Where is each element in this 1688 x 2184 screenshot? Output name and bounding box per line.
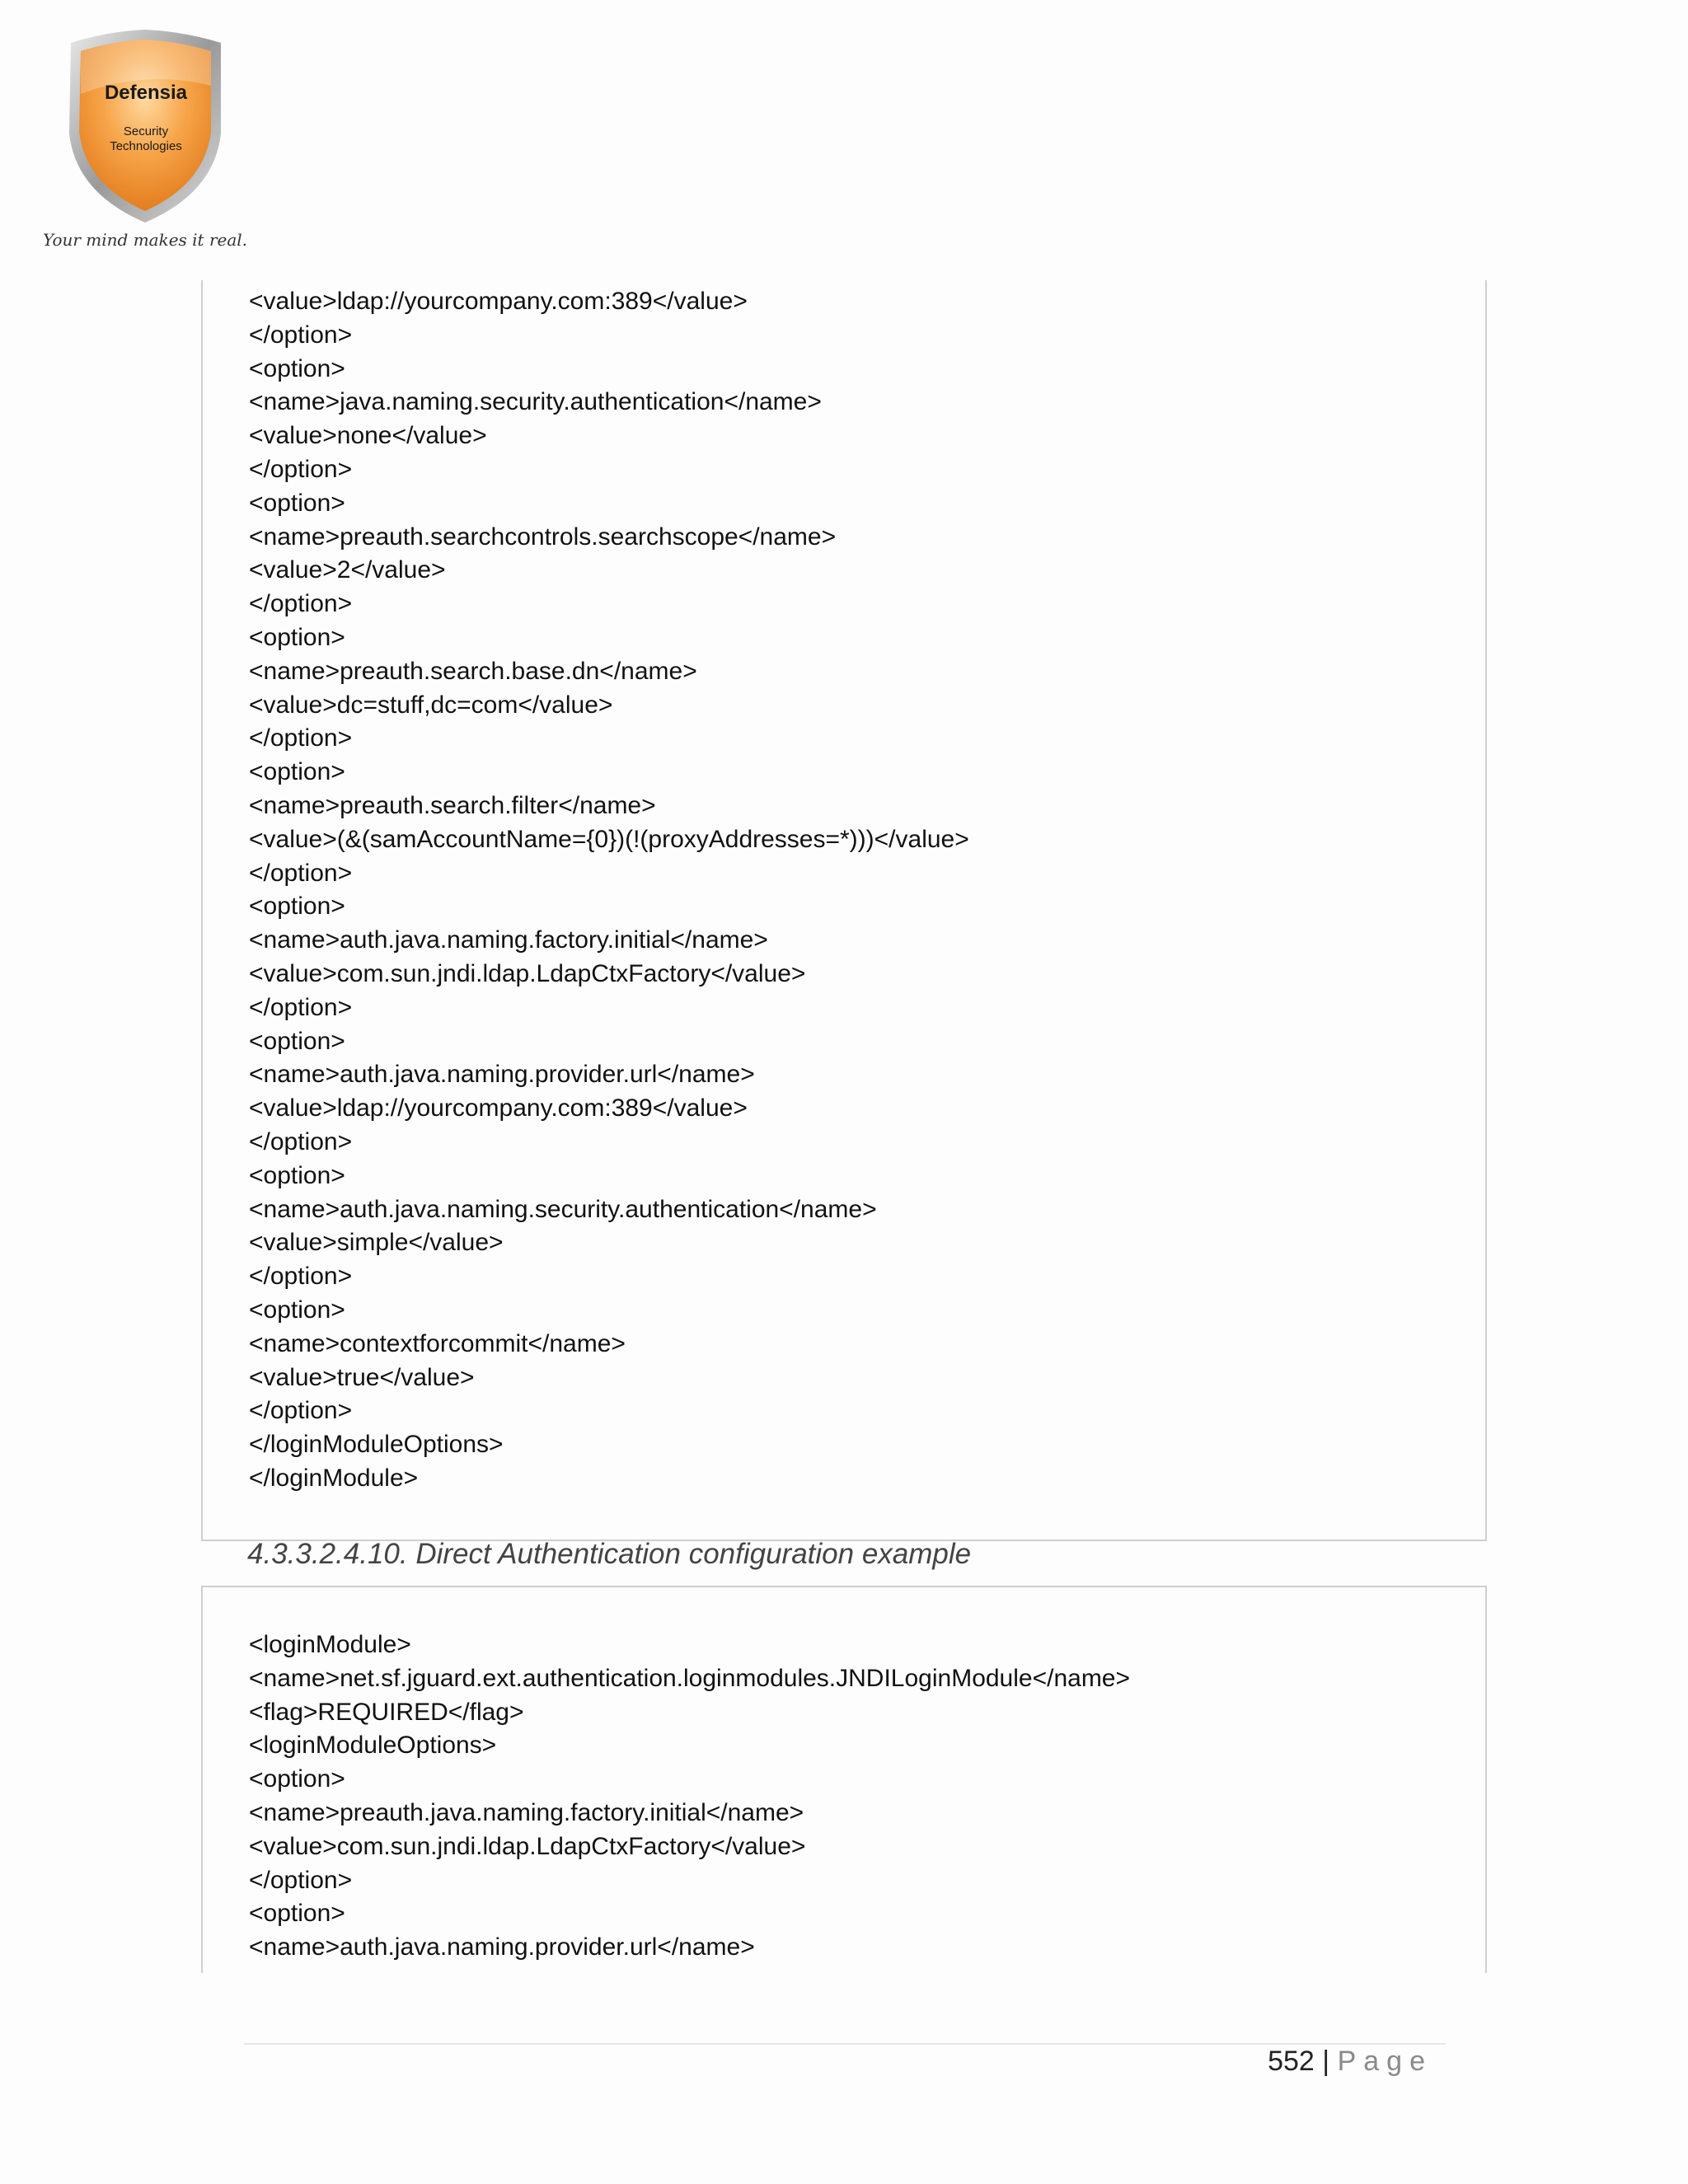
- code-line: <flag>REQUIRED</flag>: [249, 1698, 524, 1726]
- code-line: </option>: [249, 455, 353, 483]
- code-line: <value>com.sun.jndi.ldap.LdapCtxFactory</value>: [249, 1832, 806, 1860]
- code-line: </option>: [249, 993, 353, 1021]
- code-line: <option>: [249, 758, 345, 786]
- code-line: <value>dc=stuff,dc=com</value>: [249, 691, 613, 719]
- code-line: <loginModuleOptions>: [249, 1732, 497, 1760]
- code-line: <name>java.naming.security.authentication</name>: [249, 388, 822, 416]
- footer-divider: [244, 2043, 1446, 2045]
- code-line: </loginModule>: [249, 1464, 419, 1492]
- code-line: <value>ldap://yourcompany.com:389</value>: [249, 288, 748, 315]
- code-line: <name>preauth.java.naming.factory.initial</name>: [249, 1798, 804, 1826]
- code-line: <name>auth.java.naming.provider.url</name>: [249, 1933, 755, 1961]
- page-footer: [1268, 2046, 1432, 2078]
- code-line: </option>: [249, 321, 353, 349]
- company-logo: [42, 28, 248, 259]
- code-line: <name>contextforcommit</name>: [249, 1329, 626, 1357]
- code-line: <option>: [249, 1296, 345, 1324]
- code-block-1: [201, 280, 1487, 1541]
- code-line: </option>: [249, 859, 353, 887]
- code-line: <option>: [249, 893, 345, 921]
- code-block-2: [201, 1586, 1487, 1973]
- code-line: <option>: [249, 1027, 345, 1055]
- code-line: </option>: [249, 1397, 353, 1425]
- code-line: <name>preauth.search.base.dn</name>: [249, 657, 697, 685]
- code-line: <option>: [249, 1161, 345, 1189]
- code-line: </option>: [249, 590, 353, 618]
- code-line: <value>2</value>: [249, 556, 446, 584]
- code-line: <option>: [249, 623, 345, 651]
- shield-icon: [42, 28, 248, 259]
- page-separator: |: [1322, 2046, 1330, 2077]
- code-line: <name>net.sf.jguard.ext.authentication.loginmodules.JNDILoginModule</name>: [249, 1664, 1131, 1692]
- code-line: <value>ldap://yourcompany.com:389</value>: [249, 1094, 748, 1122]
- code-line: <option>: [249, 489, 345, 517]
- code-line: </option>: [249, 1263, 353, 1291]
- code-line: </option>: [249, 1866, 353, 1894]
- code-lines-1: [249, 285, 969, 1496]
- code-lines-2: [249, 1629, 1130, 1965]
- code-line: <option>: [249, 1765, 345, 1793]
- code-line: <name>auth.java.naming.security.authentication</name>: [249, 1195, 877, 1223]
- page-number: 552: [1268, 2046, 1315, 2077]
- code-line: <value>simple</value>: [249, 1229, 504, 1257]
- logo-subtitle-2: Technologies: [110, 139, 182, 153]
- code-line: <loginModule>: [249, 1631, 411, 1658]
- code-line: <name>auth.java.naming.provider.url</name>: [249, 1061, 755, 1089]
- code-line: <value>none</value>: [249, 422, 487, 450]
- code-line: </loginModuleOptions>: [249, 1431, 504, 1459]
- code-line: <option>: [249, 354, 345, 382]
- code-line: </option>: [249, 1127, 353, 1155]
- code-line: </option>: [249, 724, 353, 752]
- logo-tagline: Your mind makes it real.: [42, 230, 248, 250]
- code-line: <value>(&(samAccountName={0})(!(proxyAddresses=*)))</value>: [249, 825, 969, 853]
- code-line: <value>com.sun.jndi.ldap.LdapCtxFactory</value>: [249, 959, 806, 987]
- logo-subtitle-1: Security: [123, 124, 169, 138]
- logo-name: Defensia: [104, 82, 188, 104]
- code-line: <name>preauth.searchcontrols.searchscope</name>: [249, 523, 837, 551]
- code-line: <name>preauth.search.filter</name>: [249, 791, 656, 819]
- page-label: Page: [1337, 2046, 1432, 2077]
- code-line: <name>auth.java.naming.factory.initial</name>: [249, 926, 768, 954]
- code-line: <option>: [249, 1900, 345, 1928]
- section-heading: 4.3.3.2.4.10. Direct Authentication configuration example: [247, 1538, 972, 1570]
- code-line: <value>true</value>: [249, 1363, 475, 1391]
